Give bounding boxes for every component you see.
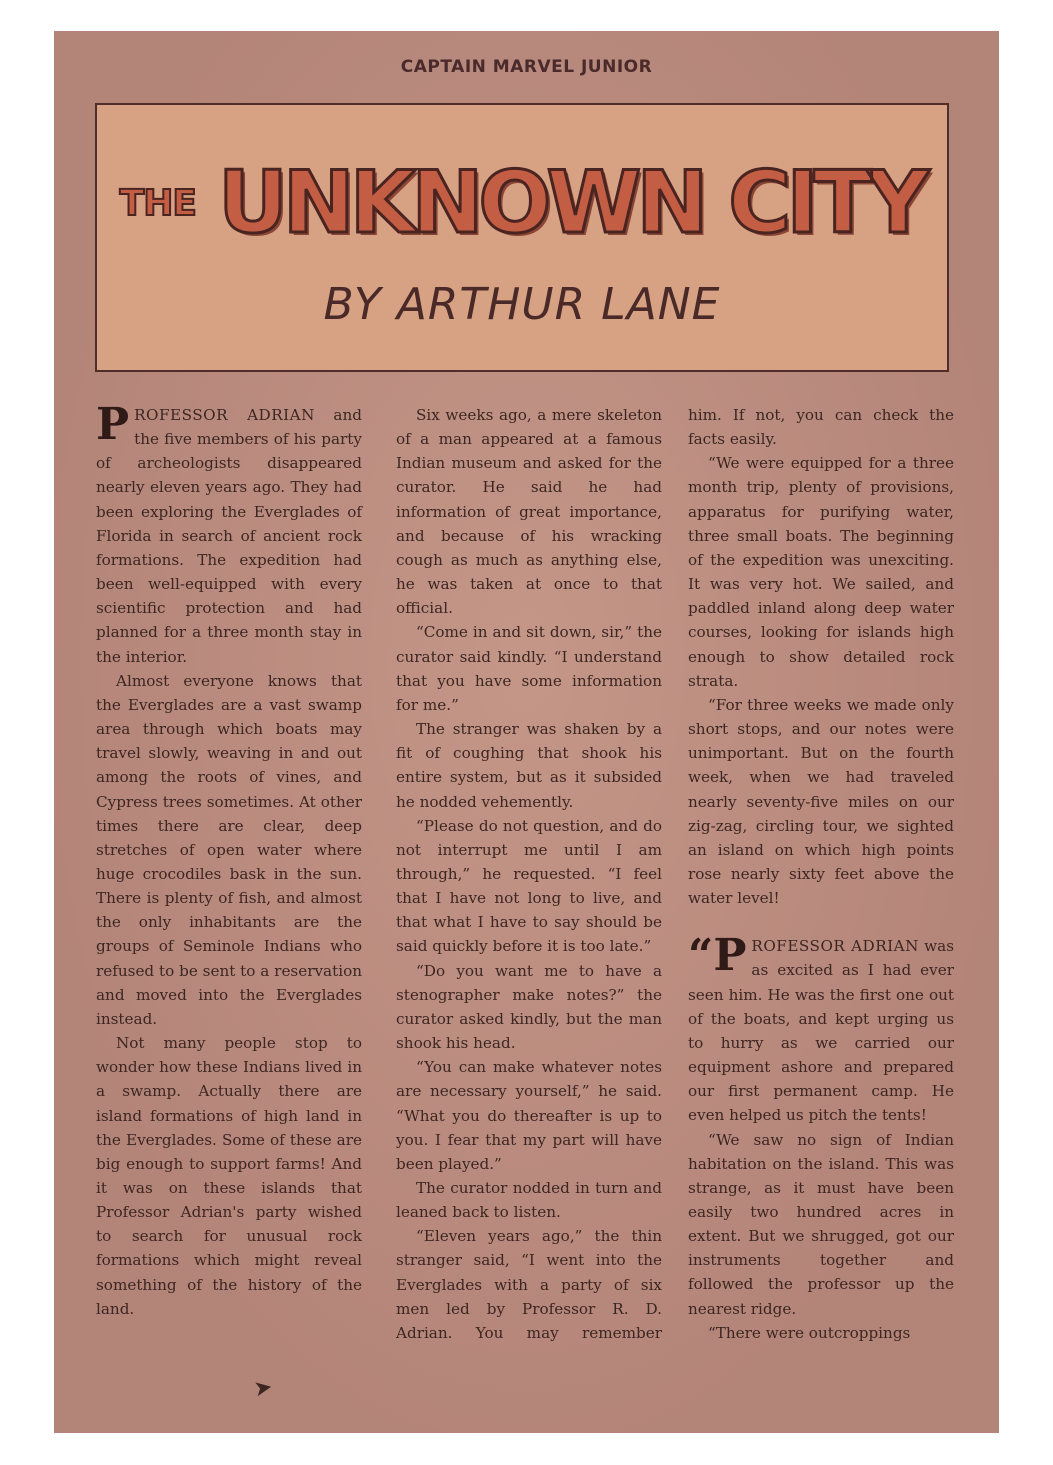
paragraph: The curator nodded in turn and leaned back to listen. [396, 1179, 662, 1222]
text-column-1 [96, 399, 362, 1403]
title-panel [95, 103, 949, 372]
paragraph: “Please do not question, and do not interrupt me until I am through,” he requested. “I feel that I have not long to live, and that what I have to say should be said quickly before it is too late.” [396, 816, 662, 956]
lead-caps: ROFESSOR ADRIAN [134, 406, 315, 424]
paragraph: Six weeks ago, a mere skeleton of a man appeared at a famous Indian museum and asked for the curator. He said he had information of great importance, and because of his wracking cough as much as anything else, he was taken at once to that official. [396, 406, 662, 618]
paragraph [688, 930, 954, 1127]
paragraph [96, 399, 362, 669]
paragraph: “Come in and sit down, sir,” the curator said kindly. “I understand that you have some information for me.” [396, 623, 662, 714]
open-quote: “ [688, 930, 714, 982]
continue-arrow-icon: ➤ [251, 1374, 275, 1403]
paragraph: “For three weeks we made only short stops, and our notes were unimportant. But on the fourth week, when we had traveled nearly seventy-five miles on our zig-zag, circling tour, we sighted an island on which high points rose nearly sixty feet above the water level! [688, 695, 954, 908]
paragraph: “Do you want me to have a stenographer make notes?” the curator asked kindly, but the man shook his head. [396, 961, 662, 1053]
paragraph: “We were equipped for a three month trip, plenty of provisions, apparatus for purifying water, three small boats. The beginning of the expedition was unexciting. It was very hot. We sailed, and paddled inland along deep water courses, looking for islands high enough to show detailed rock strata. [688, 454, 954, 690]
title-row [97, 153, 947, 253]
comic-page [54, 31, 999, 1433]
paragraph: “There were outcroppings [708, 1323, 911, 1342]
paragraph: Not many people stop to wonder how these Indians lived in a swamp. Actually there are island formations of high land in the Everglades. Some of these are big enough to support farms! And it was on these islands that Professor Adrian's party wished to search for unusual rock formations which might reveal something of the history of the land. [96, 1034, 362, 1318]
paragraph-text: and the five members of his party of archeologists disappeared nearly eleven years ago. They had been exploring the Everglades of Florida in search of ancient rock formations. The expedition had been well-equipped with every scientific protection and had planned for a three month stay in the interior. [96, 406, 362, 666]
text-column-2 [396, 403, 662, 1403]
paragraph: “We saw no sign of Indian habitation on the island. This was strange, as it must have been easily two hundred acres in extent. But we shrugged, got our instruments together and followed the professor up the nearest ridge. [688, 1130, 954, 1318]
byline: BY ARTHUR LANE [323, 279, 721, 330]
drop-cap-letter: P [713, 930, 747, 982]
paragraph: The stranger was shaken by a fit of coughing that shook his entire system, but as it subsided he nodded vehemently. [396, 720, 662, 811]
paragraph: “You can make whatever notes are necessary yourself,” he said. “What you do thereafter is up to you. I fear that my part will have been played.” [396, 1058, 662, 1173]
paragraph: him. If not, you can check the facts easily. [688, 406, 954, 449]
paragraph: “Eleven years ago,” the thin stranger said, “I went into the Everglades with a party of six men led by Professor R. D. Adrian. You may remember [396, 1227, 662, 1342]
title-the: THE [119, 182, 196, 224]
paragraph: Almost everyone knows that the Everglades are a vast swamp area through which boats may travel slowly, weaving in and out among the roots of vines, and Cypress trees sometimes. At other times there are clear, deep stretches of open water where huge crocodiles bask in the sun. There is plenty of fish, and almost the only inhabitants are the groups of Seminole Indians who refused to be sent to a reservation and moved into the Everglades instead. [96, 671, 362, 1028]
running-head: CAPTAIN MARVEL JUNIOR [400, 57, 653, 77]
drop-cap [688, 930, 747, 982]
text-column-3 [688, 403, 954, 1403]
story-title: UNKNOWN CITY [217, 153, 925, 253]
lead-caps: ROFESSOR ADRIAN [751, 937, 919, 956]
paragraph-text: was as excited as I had ever seen him. He was the first one out of the boats, and kept urging us to hurry as we carried our equipment ashore and prepared our first permanent camp. He even helped us pitch the tents! [688, 937, 954, 1125]
drop-cap: P [96, 399, 130, 450]
